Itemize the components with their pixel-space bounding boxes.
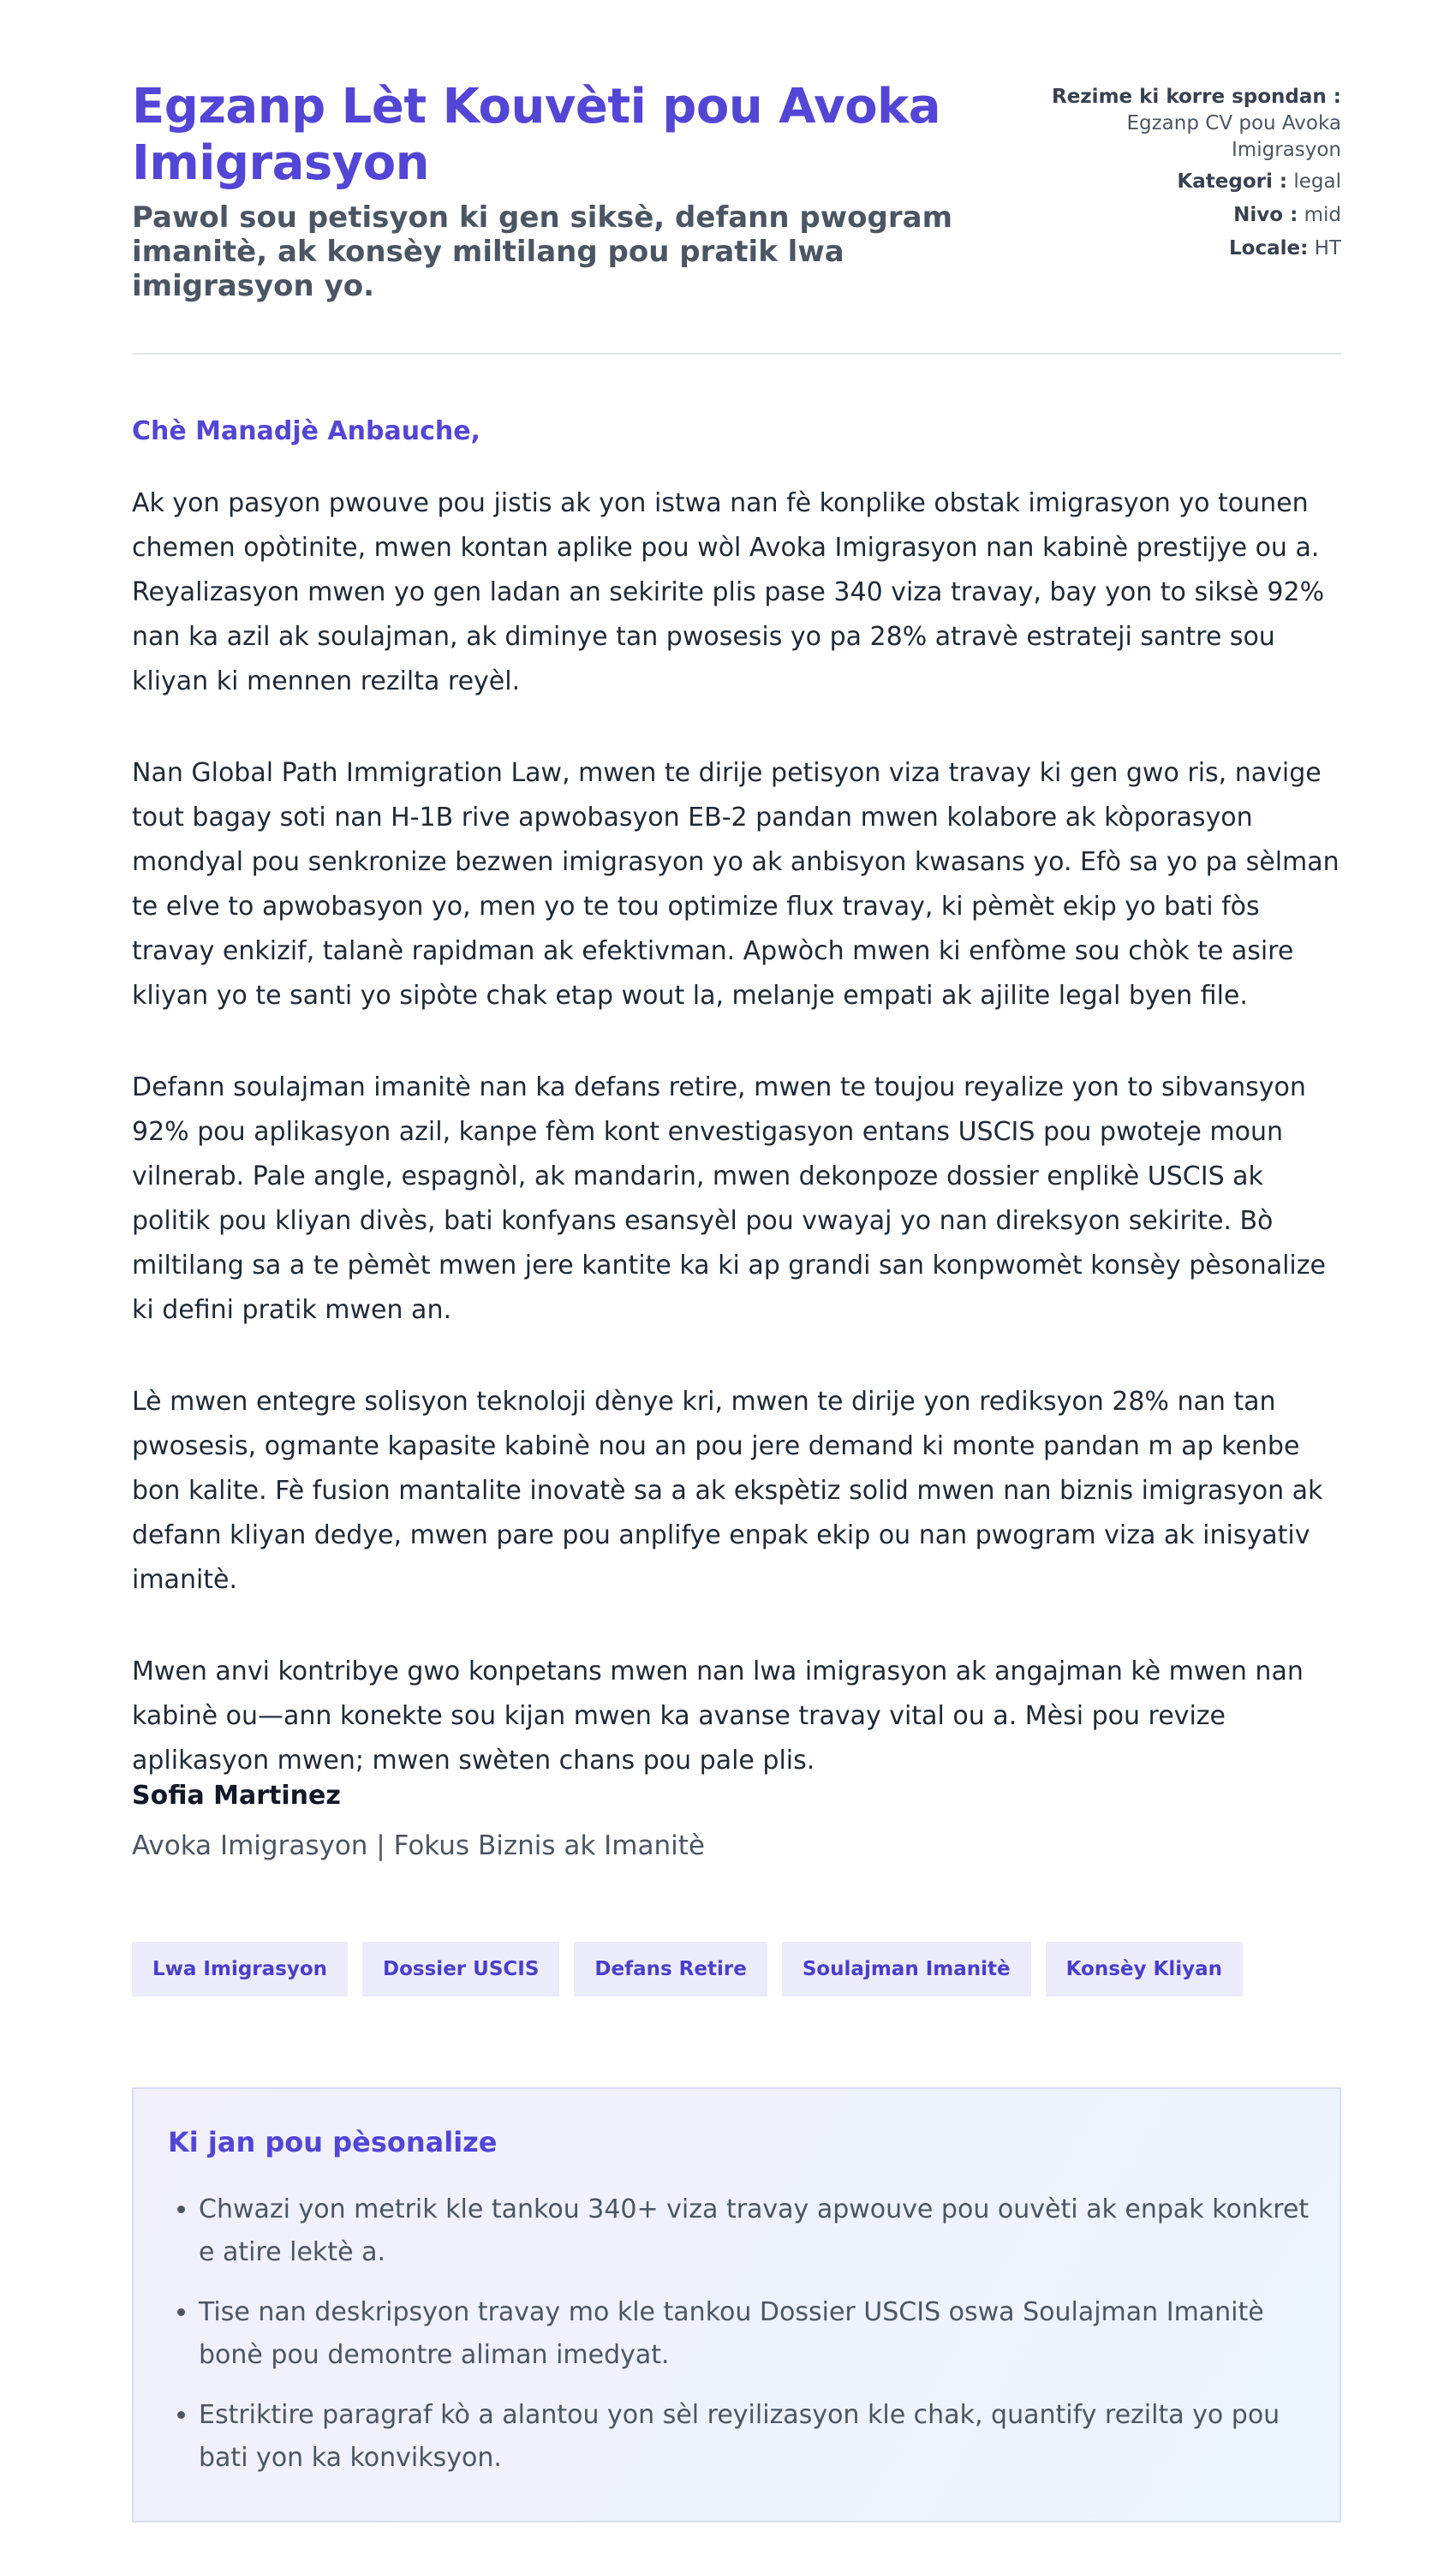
tips-list — [168, 2188, 1329, 2497]
letter-paragraph: Nan Global Path Immigration Law, mwen te dirije petisyon viza travay ki gen gwo ris, navige tout bagay soti nan H-1B rive apwobasyon EB-2 pandan mwen kolabore ak kòporasyon mondyal pou senkronize bezwen imigrasyon yo ak anbisyon kwasans yo. Efò sa yo pa sèlman te elve to apwobasyon yo, men yo te tou optimize flux travay, ki pèmèt ekip yo bati fòs travay enkizif, talanè rapidman ak efektivman. Apwòch mwen ki enfòme sou chòk te asire kliyan yo te santi yo sipòte chak etap wout la, melanje empati ak ajilite legal byen file. — [132, 758, 1340, 1011]
meta-level-value: mid — [1304, 204, 1341, 226]
letter-paragraph: Defann soulajman imanitè nan ka defans retire, mwen te toujou reyalize yon to sibvansyon 92% pou aplikasyon azil, kanpe fèm kont envestigasyon entans USCIS pou pwoteje moun vilnerab. Pale angle, espagnòl, ak mandarin, mwen dekonpoze dossier enplikè USCIS ak politik pou kliyan divès, bati konfyans esansyèl pou vwayaj yo nan direksyon sekirite. Bò miltilang sa a te pèmèt mwen jere kantite ka ki ap grandi san konpwomèt konsèy pèsonalize ki defini pratik mwen an. — [132, 1072, 1326, 1325]
tag-chip[interactable]: Defans Retire — [574, 1942, 767, 1997]
tip-item: • Chwazi yon metrik kle tankou 340+ viza travay apwouve pou ouvèti ak enpak konkret e atire lektè a. — [199, 2188, 1329, 2274]
tag-chip[interactable]: Konsèy Kliyan — [1046, 1942, 1243, 1997]
page-subtitle: Pawol sou petisyon ki gen siksè, defann pwogram imanitè, ak konsèy miltilang pou pratik lwa imigrasyon yo. — [132, 200, 953, 303]
meta-category-label: Kategori : — [1177, 170, 1288, 193]
letter-paragraph: Mwen anvi kontribye gwo konpetans mwen nan lwa imigrasyon ak angajman kè mwen nan kabinè ou—ann konekte sou kijan mwen ka avanse travay vital ou a. Mèsi pou revize aplikasyon mwen; mwen swèten chans pou pale plis. — [132, 1657, 1304, 1776]
tag-list — [132, 1942, 1243, 1997]
tip-item: • Estriktire paragraf kò a alantou yon sèl reyilizasyon kle chak, quantify rezilta yo pou bati yon ka konviksyon. — [199, 2394, 1329, 2480]
tag-chip[interactable]: Lwa Imigrasyon — [132, 1942, 348, 1997]
letter-paragraph: Lè mwen entegre solisyon teknoloji dènye kri, mwen te dirije yon rediksyon 28% nan tan pwosesis, ogmante kapasite kabinè nou an pou jere demand ki monte pandan m ap kenbe bon kalite. Fè fusion mantalite inovatè sa a ak ekspètiz solid mwen nan biznis imigrasyon ak defann kliyan dedye, mwen pare pou anplifye enpak ekip ou nan pwogram viza ak inisyativ imanitè. — [132, 1387, 1323, 1595]
signer-name: Sofia Martinez — [132, 1781, 341, 1811]
tag-chip[interactable]: Soulajman Imanitè — [782, 1942, 1031, 1997]
page-title: Egzanp Lèt Kouvèti pou Avoka Imigrasyon — [132, 79, 941, 191]
salutation: Chè Manadjè Anbauche, — [132, 416, 480, 446]
meta-locale — [1033, 236, 1341, 262]
tip-item: • Tise nan deskripsyon travay mo kle tankou Dossier USCIS oswa Soulajman Imanitè bonè pou demontre aliman imedyat. — [199, 2291, 1329, 2377]
signer-role: Avoka Imigrasyon | Fokus Biznis ak Imanitè — [132, 1830, 705, 1861]
header — [132, 79, 1341, 355]
meta-level — [1033, 202, 1341, 229]
meta-panel — [1033, 84, 1341, 269]
tag-chip[interactable]: Dossier USCIS — [362, 1942, 559, 1997]
meta-resume — [1033, 84, 1341, 164]
meta-category-value: legal — [1293, 170, 1341, 193]
meta-locale-label: Locale: — [1229, 237, 1309, 260]
customization-tips-box — [132, 2087, 1341, 2522]
tips-heading: Ki jan pou pèsonalize — [168, 2126, 498, 2158]
meta-level-label: Nivo : — [1233, 204, 1298, 226]
meta-resume-label: Rezime ki korre spondan : — [1051, 86, 1341, 108]
meta-locale-value: HT — [1314, 237, 1341, 260]
meta-resume-link[interactable]: Egzanp CV pou Avoka Imigrasyon — [1126, 112, 1341, 161]
meta-category — [1033, 169, 1341, 195]
letter-body — [132, 481, 1341, 1830]
letter-paragraph: Ak yon pasyon pwouve pou jistis ak yon istwa nan fè konplike obstak imigrasyon yo tounen chemen opòtinite, mwen kontan aplike pou wòl Avoka Imigrasyon nan kabinè prestijye ou a. Reyalizasyon mwen yo gen ladan an sekirite plis pase 340 viza travay, bay yon to siksè 92% nan ka azil ak soulajman, ak diminye tan pwosesis yo pa 28% atravè estrateji santre sou kliyan ki mennen rezilta reyèl. — [132, 488, 1325, 696]
cover-letter-page — [132, 79, 1341, 2473]
